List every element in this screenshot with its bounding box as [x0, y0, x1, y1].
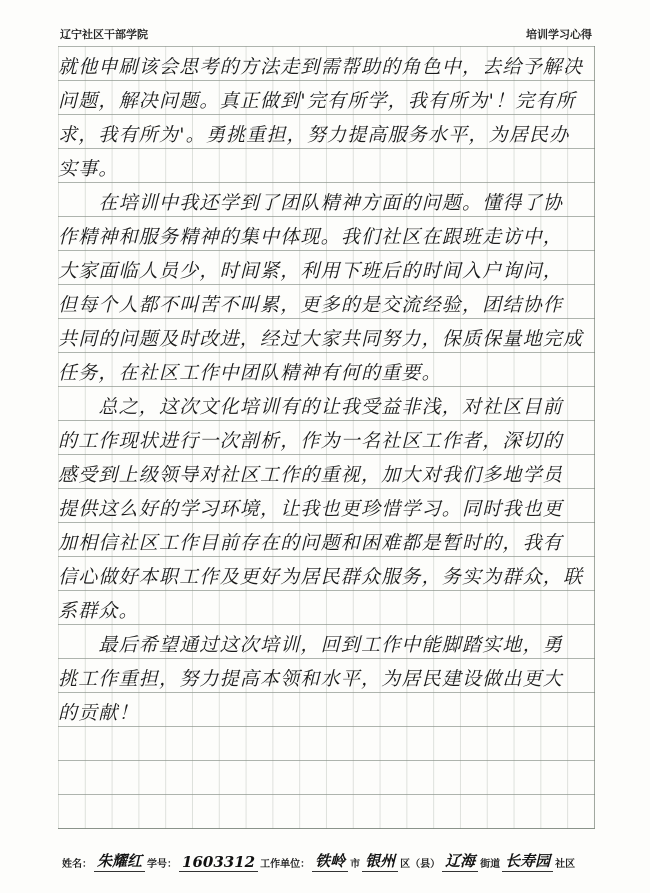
street-label: 街道: [480, 859, 501, 870]
body-line: 最后希望通过这次培训，回到工作中能脚踏实地，勇: [58, 634, 564, 656]
name-value: 朱耀红: [94, 850, 145, 872]
city-label: 市: [350, 859, 361, 870]
street-value: 辽海: [442, 850, 478, 872]
name-label: 姓名：: [62, 859, 92, 870]
body-line: 系群众。: [58, 600, 139, 622]
student-info-footer: [62, 846, 594, 872]
document-type: 培训学习心得: [526, 28, 592, 41]
body-line: 挑工作重担，努力提高本领和水平，为居民建设做出更大: [58, 668, 564, 690]
district-value: 银州: [362, 850, 398, 872]
body-line: 总之，这次文化培训有的让我受益非浅，对社区目前: [58, 396, 564, 418]
body-line: 任务，在社区工作中团队精神有何的重要。: [58, 362, 442, 384]
body-line: 感受到上级领导对社区工作的重视，加大对我们多地学员: [58, 464, 564, 486]
community-value: 长寿园: [502, 850, 553, 872]
handwritten-body: [58, 52, 594, 732]
student-id-value: 1603312: [179, 853, 258, 872]
body-line: 问题，解决问题。真正做到'完有所学，我有所为'！完有所: [58, 90, 576, 112]
body-line: 但每个人都不叫苦不叫累，更多的是交流经验，团结协作: [58, 294, 564, 316]
body-line: 的贡献！: [58, 702, 139, 724]
work-unit-label: 工作单位：: [260, 859, 311, 870]
page-header: [60, 26, 592, 46]
body-line: 加相信社区工作目前存在的问题和困难都是暂时的，我有: [58, 532, 564, 554]
student-id-label: 学号：: [147, 859, 178, 870]
body-line: 实事。: [58, 158, 119, 180]
body-line: 大家面临人员少，时间紧，利用下班后的时间入户询问，: [58, 260, 564, 282]
school-name: 辽宁社区干部学院: [60, 28, 148, 41]
community-label: 社区: [555, 859, 576, 870]
body-line: 的工作现状进行一次剖析，作为一名社区工作者，深切的: [58, 430, 564, 452]
district-label: 区（县）: [400, 859, 441, 870]
body-line: 共同的问题及时改进，经过大家共同努力，保质保量地完成: [58, 328, 584, 350]
body-line: 提供这么好的学习环境，让我也更珍惜学习。同时我也更: [58, 498, 564, 520]
city-value: 铁岭: [312, 850, 348, 872]
body-line: 在培训中我还学到了团队精神方面的问题。懂得了协: [58, 192, 564, 214]
body-line: 作精神和服务精神的集中体现。我们社区在跟班走访中，: [58, 226, 564, 248]
body-line: 信心做好本职工作及更好为居民群众服务，务实为群众，联: [58, 566, 584, 588]
body-line: 就他申刷该会思考的方法走到需帮助的角色中，去给予解决: [58, 56, 584, 78]
body-line: 求，我有所为'。勇挑重担，努力提高服务水平，为居民办: [58, 124, 570, 146]
